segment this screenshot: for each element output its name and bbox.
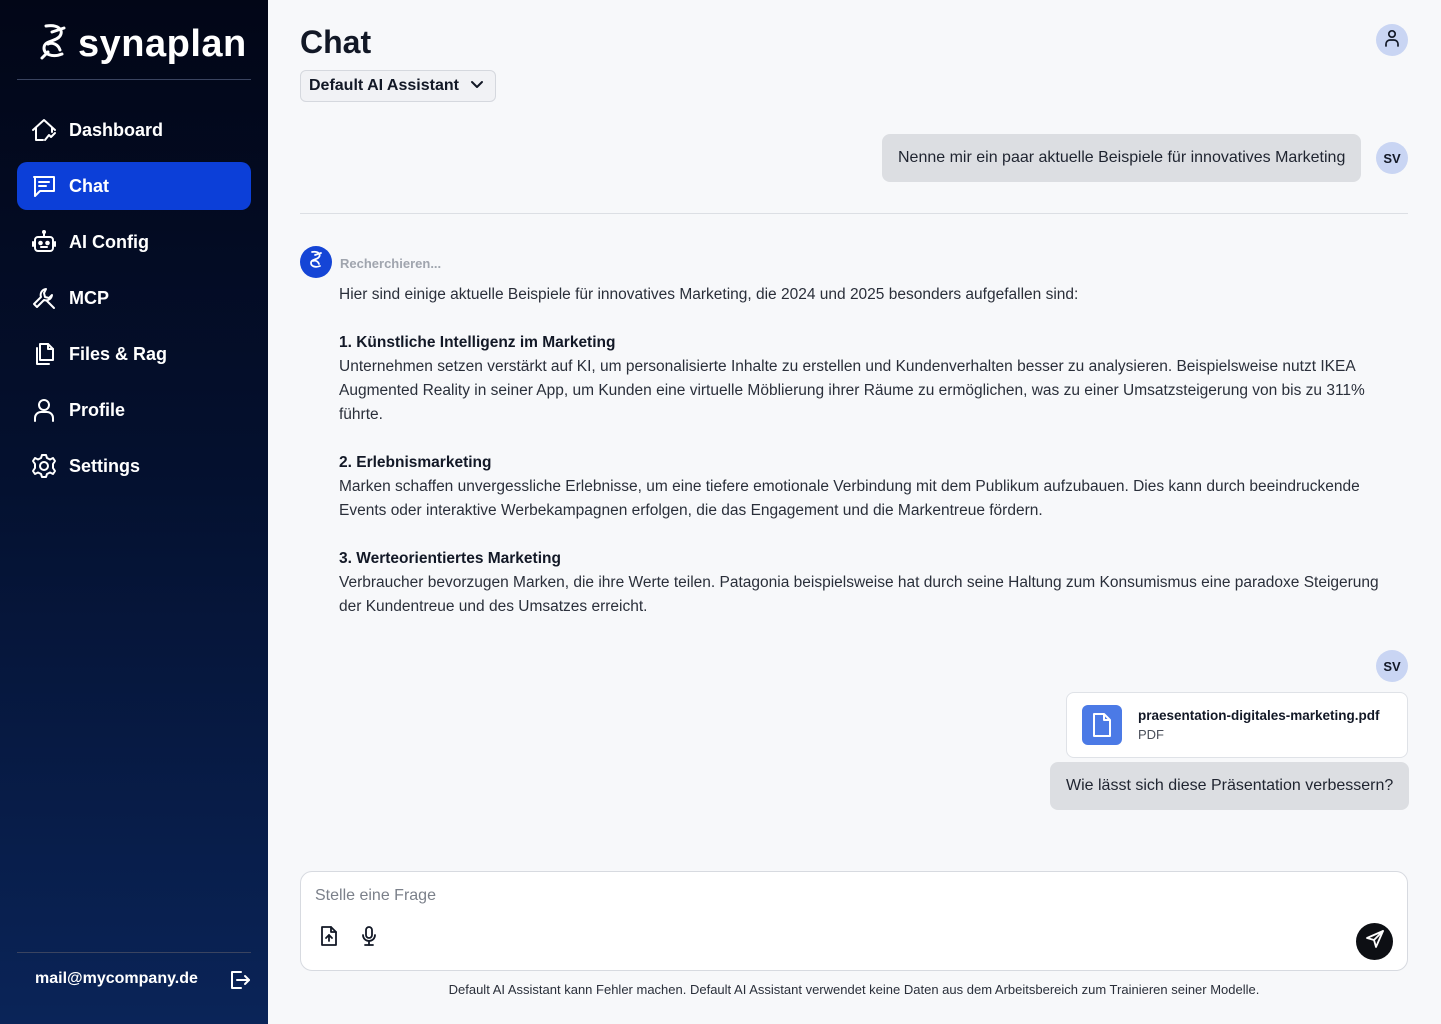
sidebar-item-files-rag[interactable] xyxy=(17,330,251,378)
logout-icon[interactable] xyxy=(228,968,252,992)
send-icon xyxy=(1365,929,1385,954)
sidebar-item-profile[interactable] xyxy=(17,386,251,434)
sidebar-item-dashboard[interactable] xyxy=(17,106,251,154)
document-icon xyxy=(1082,705,1122,745)
sidebar-item-label: AI Config xyxy=(69,231,149,252)
files-icon xyxy=(31,341,57,367)
assistant-status: Recherchieren... xyxy=(340,256,442,271)
sidebar-item-label: Profile xyxy=(69,399,126,420)
user-icon xyxy=(31,397,57,423)
sidebar-item-label: Dashboard xyxy=(69,119,164,140)
user-icon xyxy=(1383,29,1401,52)
robot-icon xyxy=(31,229,57,255)
home-icon xyxy=(31,117,57,143)
disclaimer: Default AI Assistant kann Fehler machen. Default AI Assistant verwendet keine Daten aus dem Arbeitsbereich zum Trainieren seiner Modelle. xyxy=(448,982,1260,997)
sidebar-item-chat[interactable] xyxy=(17,162,251,210)
page-title: Chat xyxy=(300,24,372,60)
answer-paragraph: Verbraucher bevorzugen Marken, die ihre Werte teilen. Patagonia beispielsweise hat durch seine Haltung zum Konsumismus eine paradoxe Steigerung der Kundentreue und des Umsatzes erreicht. xyxy=(339,574,1379,615)
sidebar-item-label: MCP xyxy=(69,287,109,308)
sidebar-item-label: Files & Rag xyxy=(69,343,168,364)
chat-icon xyxy=(31,173,57,199)
sidebar-item-label: Chat xyxy=(69,175,109,196)
gear-icon xyxy=(31,453,57,479)
sidebar-divider xyxy=(17,79,251,80)
chat-main xyxy=(268,0,1441,1024)
user-message: Wie lässt sich diese Präsentation verbessern? xyxy=(1050,762,1409,810)
assistant-avatar xyxy=(300,246,332,278)
assistant-select[interactable] xyxy=(300,70,496,102)
sidebar-item-label: Settings xyxy=(69,455,141,476)
chat-composer xyxy=(300,871,1408,971)
answer-heading: 2. Erlebnismarketing xyxy=(339,454,492,471)
message-divider xyxy=(300,213,1408,214)
profile-button[interactable] xyxy=(1376,24,1408,56)
avatar: SV xyxy=(1376,650,1408,682)
avatar: SV xyxy=(1376,142,1408,174)
user-email: mail@mycompany.de xyxy=(35,970,198,987)
sidebar-nav xyxy=(17,106,251,498)
sidebar xyxy=(0,0,268,1024)
sidebar-item-settings[interactable] xyxy=(17,442,251,490)
assistant-select-value: Default AI Assistant xyxy=(309,77,459,94)
sidebar-item-ai-config[interactable] xyxy=(17,218,251,266)
answer-heading: 3. Werteorientiertes Marketing xyxy=(339,550,561,567)
answer-intro: Hier sind einige aktuelle Beispiele für innovatives Marketing, die 2024 und 2025 besonders aufgefallen sind: xyxy=(339,286,1079,303)
assistant-message xyxy=(339,283,1399,643)
file-attachment[interactable] xyxy=(1066,692,1408,758)
answer-paragraph: Marken schaffen unvergessliche Erlebnisse, um eine tiefere emotionale Verbindung mit dem Publikum aufzubauen. Dies kann durch beeindruckende Events oder interaktive Werbekampagnen erfolgen, die das Engagement und die Markentreue fördern. xyxy=(339,478,1360,519)
file-name: praesentation-digitales-marketing.pdf xyxy=(1138,708,1380,723)
answer-heading: 1. Künstliche Intelligenz im Marketing xyxy=(339,334,616,351)
send-button[interactable] xyxy=(1356,923,1393,960)
sidebar-divider xyxy=(17,952,251,953)
sidebar-item-mcp[interactable] xyxy=(17,274,251,322)
upload-file-icon[interactable] xyxy=(317,924,341,948)
answer-paragraph: Unternehmen setzen verstärkt auf KI, um personalisierte Inhalte zu erstellen und Kundenverhalten besser zu analysieren. Beispielsweise nutzt IKEA Augmented Reality in seiner App, um Kunden eine virtuelle Möblierung ihrer Räume zu ermöglichen, was zu einer Umsatzsteigerung von bis zu 311% führte. xyxy=(339,358,1365,423)
wrench-icon xyxy=(31,285,57,311)
chat-input[interactable] xyxy=(315,884,1375,908)
synaplan-logo-icon xyxy=(38,22,70,67)
brand-logo[interactable] xyxy=(38,22,247,67)
file-info xyxy=(1138,708,1380,742)
user-message: Nenne mir ein paar aktuelle Beispiele für innovatives Marketing xyxy=(882,134,1361,182)
chevron-down-icon xyxy=(469,76,485,97)
file-type: PDF xyxy=(1138,727,1164,742)
synaplan-logo-icon xyxy=(307,250,325,275)
microphone-icon[interactable] xyxy=(357,924,381,948)
brand-name: synaplan xyxy=(78,23,247,65)
